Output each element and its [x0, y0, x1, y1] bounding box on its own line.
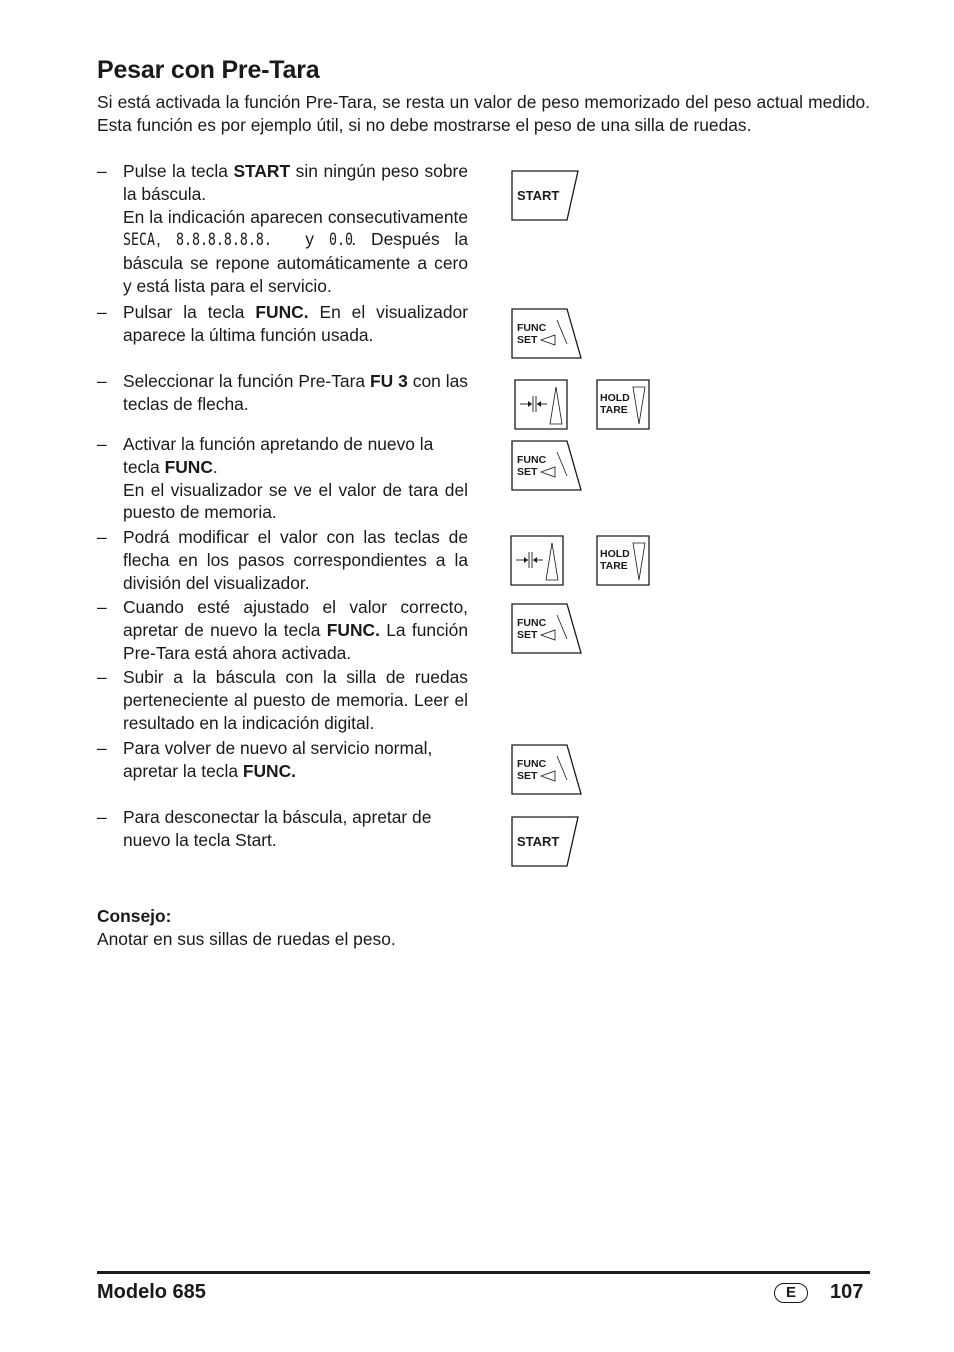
tip-heading: Consejo:	[97, 906, 172, 926]
start-key-ref: START	[233, 161, 291, 181]
step-off: – Para desconectar la báscula, apretar de nuevo la tecla Start.	[97, 807, 432, 850]
func-set-key-icon	[511, 744, 583, 796]
intro-paragraph: Si está activada la función Pre-Tara, se resta un valor de peso memorizado del peso actual medido. Esta función es por ejemplo útil, si no debe mostrarse el peso de una silla de ruedas.	[97, 92, 870, 135]
step-activate: – Activar la función apretando de nuevo la tecla FUNC. En el visualizador se ve el valor de tara del puesto de memoria.	[97, 434, 468, 523]
tip-text: Anotar en sus sillas de ruedas el peso.	[97, 929, 396, 949]
list-dash: –	[97, 161, 107, 181]
hold-tare-key-icon	[596, 535, 652, 587]
svg-text:FUNC: FUNC	[517, 454, 547, 466]
step-select-fu3: – Seleccionar la función Pre-Tara FU 3 con las teclas de flecha.	[97, 371, 468, 414]
func-set-key-icon	[511, 440, 583, 492]
arrow-down-key-icon	[510, 535, 566, 587]
svg-text:FUNC: FUNC	[517, 322, 547, 334]
step-weigh: – Subir a la báscula con la silla de ruedas perteneciente al puesto de memoria. Leer el resultado en la indicación digital.	[97, 667, 468, 733]
svg-text:SET: SET	[517, 466, 538, 478]
svg-text:FUNC: FUNC	[517, 617, 547, 629]
footer-divider	[97, 1271, 870, 1274]
language-badge: E	[774, 1283, 808, 1303]
page-number: 107	[830, 1281, 864, 1303]
segment-all-eights: 8.8.8.8.8.8.	[175, 230, 272, 251]
step-func-press: – Pulsar la tecla FUNC. En el visualizador aparece la última función usada.	[97, 302, 468, 345]
svg-text:FUNC: FUNC	[517, 758, 547, 770]
step-modify: – Podrá modificar el valor con las teclas de flecha en los pasos correspondientes a la división del visualizador.	[97, 527, 468, 593]
arrow-down-key-icon	[514, 379, 570, 431]
svg-text:SET: SET	[517, 770, 538, 782]
svg-text:START: START	[517, 188, 560, 203]
step-start: – Pulse la tecla START sin ningún peso sobre la báscula. En la indicación aparecen consecutivamente SECA, 8.8.8.8.8.8. y 0.0. Después la báscula se repone automáticamente a cero y está lista para el servicio.	[97, 161, 468, 296]
step-normal: – Para volver de nuevo al servicio normal, apretar la tecla FUNC.	[97, 738, 433, 781]
svg-text:SET: SET	[517, 334, 538, 346]
func-set-key-icon	[511, 603, 583, 655]
step-confirm: – Cuando esté ajustado el valor correcto, apretar de nuevo la tecla FUNC. La función Pre-Tara está ahora activada.	[97, 597, 468, 663]
segment-seca: SECA	[123, 230, 155, 251]
svg-text:TARE: TARE	[600, 560, 628, 572]
svg-text:HOLD: HOLD	[600, 392, 630, 404]
page-title: Pesar con Pre-Tara	[97, 56, 320, 84]
svg-text:HOLD: HOLD	[600, 548, 630, 560]
func-set-key-icon	[511, 308, 583, 360]
hold-tare-key-icon	[596, 379, 652, 431]
start-key-icon	[511, 816, 581, 868]
segment-zero: 0.0	[328, 230, 353, 251]
svg-text:SET: SET	[517, 629, 538, 641]
start-key-icon	[511, 170, 581, 222]
svg-text:START: START	[517, 834, 560, 849]
svg-text:TARE: TARE	[600, 404, 628, 416]
footer-model: Modelo 685	[97, 1281, 206, 1303]
